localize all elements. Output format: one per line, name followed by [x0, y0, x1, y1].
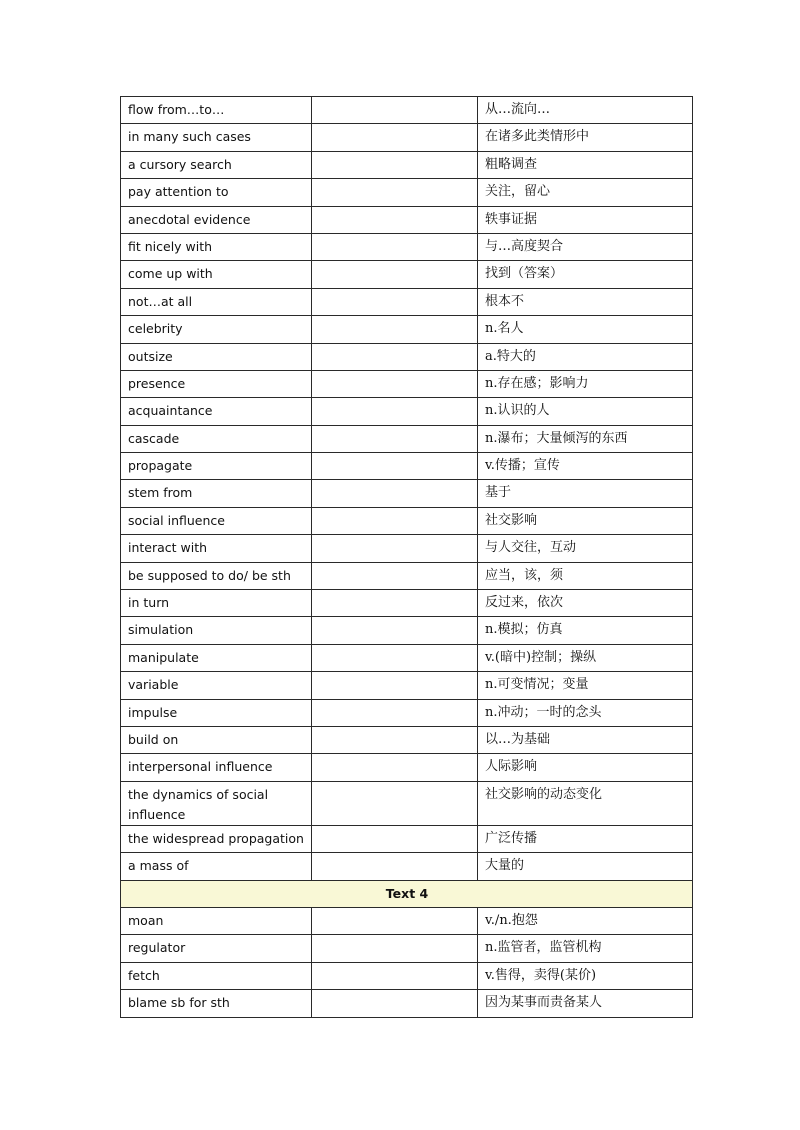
table-row [121, 480, 693, 507]
term-cell: stem from [121, 480, 312, 507]
table-row [121, 398, 693, 425]
blank-cell [312, 97, 478, 124]
table-row [121, 316, 693, 343]
meaning-cell: n.模拟；仿真 [478, 617, 693, 644]
term-cell: be supposed to do/ be sth [121, 562, 312, 589]
table-row [121, 617, 693, 644]
meaning-cell: n.存在感；影响力 [478, 370, 693, 397]
blank-cell [312, 781, 478, 825]
meaning-cell: v.售得，卖得(某价) [478, 962, 693, 989]
blank-cell [312, 124, 478, 151]
meaning-cell: n.名人 [478, 316, 693, 343]
table-row [121, 425, 693, 452]
term-cell: the dynamics of social influence [121, 781, 312, 825]
meaning-cell: 人际影响 [478, 754, 693, 781]
blank-cell [312, 562, 478, 589]
blank-cell [312, 179, 478, 206]
meaning-cell: 以…为基础 [478, 726, 693, 753]
meaning-cell: 与人交往，互动 [478, 535, 693, 562]
table-row [121, 853, 693, 880]
section-header: Text 4 [121, 880, 693, 907]
term-cell: simulation [121, 617, 312, 644]
term-cell: a cursory search [121, 151, 312, 178]
meaning-cell: 与…高度契合 [478, 233, 693, 260]
table-row [121, 754, 693, 781]
vocabulary-table [120, 96, 693, 1018]
meaning-cell: 因为某事而责备某人 [478, 990, 693, 1017]
term-cell: propagate [121, 453, 312, 480]
term-cell: interpersonal influence [121, 754, 312, 781]
blank-cell [312, 370, 478, 397]
table-row [121, 644, 693, 671]
table-row [121, 507, 693, 534]
blank-cell [312, 672, 478, 699]
meaning-cell: n.冲动；一时的念头 [478, 699, 693, 726]
term-cell: blame sb for sth [121, 990, 312, 1017]
blank-cell [312, 699, 478, 726]
table-row [121, 343, 693, 370]
term-cell: manipulate [121, 644, 312, 671]
meaning-cell: v./n.抱怨 [478, 907, 693, 934]
meaning-cell: 反过来，依次 [478, 590, 693, 617]
blank-cell [312, 825, 478, 852]
term-cell: acquaintance [121, 398, 312, 425]
term-cell: not…at all [121, 288, 312, 315]
meaning-cell: 广泛传播 [478, 825, 693, 852]
meaning-cell: 找到（答案） [478, 261, 693, 288]
table-row [121, 962, 693, 989]
meaning-cell: 在诸多此类情形中 [478, 124, 693, 151]
blank-cell [312, 962, 478, 989]
term-cell: celebrity [121, 316, 312, 343]
term-cell: fit nicely with [121, 233, 312, 260]
blank-cell [312, 726, 478, 753]
blank-cell [312, 644, 478, 671]
table-row [121, 151, 693, 178]
meaning-cell: n.可变情况；变量 [478, 672, 693, 699]
table-row [121, 699, 693, 726]
table-row [121, 233, 693, 260]
term-cell: social influence [121, 507, 312, 534]
term-cell: anecdotal evidence [121, 206, 312, 233]
term-cell: build on [121, 726, 312, 753]
meaning-cell: 轶事证据 [478, 206, 693, 233]
blank-cell [312, 425, 478, 452]
section-header-row [121, 880, 693, 907]
table-row [121, 288, 693, 315]
term-cell: come up with [121, 261, 312, 288]
term-cell: flow from…to… [121, 97, 312, 124]
blank-cell [312, 754, 478, 781]
term-cell: in turn [121, 590, 312, 617]
table-row [121, 935, 693, 962]
meaning-cell: v.(暗中)控制；操纵 [478, 644, 693, 671]
meaning-cell: 粗略调查 [478, 151, 693, 178]
term-cell: outsize [121, 343, 312, 370]
term-cell: impulse [121, 699, 312, 726]
table-row [121, 370, 693, 397]
table-row [121, 825, 693, 852]
blank-cell [312, 453, 478, 480]
table-row [121, 124, 693, 151]
term-cell: regulator [121, 935, 312, 962]
term-cell: variable [121, 672, 312, 699]
blank-cell [312, 507, 478, 534]
term-cell: cascade [121, 425, 312, 452]
meaning-cell: 大量的 [478, 853, 693, 880]
term-cell: presence [121, 370, 312, 397]
blank-cell [312, 151, 478, 178]
table-row [121, 562, 693, 589]
table-row [121, 535, 693, 562]
term-cell: interact with [121, 535, 312, 562]
meaning-cell: 关注，留心 [478, 179, 693, 206]
meaning-cell: 社交影响的动态变化 [478, 781, 693, 825]
blank-cell [312, 343, 478, 370]
blank-cell [312, 316, 478, 343]
blank-cell [312, 233, 478, 260]
meaning-cell: 基于 [478, 480, 693, 507]
table-row [121, 781, 693, 825]
blank-cell [312, 935, 478, 962]
term-cell: the widespread propagation [121, 825, 312, 852]
table-row [121, 672, 693, 699]
blank-cell [312, 535, 478, 562]
blank-cell [312, 853, 478, 880]
term-cell: pay attention to [121, 179, 312, 206]
blank-cell [312, 590, 478, 617]
meaning-cell: n.监管者，监管机构 [478, 935, 693, 962]
meaning-cell: n.瀑布；大量倾泻的东西 [478, 425, 693, 452]
meaning-cell: 根本不 [478, 288, 693, 315]
blank-cell [312, 480, 478, 507]
table-row [121, 206, 693, 233]
blank-cell [312, 261, 478, 288]
blank-cell [312, 907, 478, 934]
meaning-cell: n.认识的人 [478, 398, 693, 425]
table-row [121, 590, 693, 617]
table-row [121, 726, 693, 753]
blank-cell [312, 990, 478, 1017]
table-row [121, 261, 693, 288]
table-row [121, 907, 693, 934]
blank-cell [312, 206, 478, 233]
term-cell: fetch [121, 962, 312, 989]
table-row [121, 179, 693, 206]
blank-cell [312, 617, 478, 644]
term-cell: moan [121, 907, 312, 934]
term-cell: a mass of [121, 853, 312, 880]
meaning-cell: 应当，该，须 [478, 562, 693, 589]
meaning-cell: 社交影响 [478, 507, 693, 534]
blank-cell [312, 398, 478, 425]
term-cell: in many such cases [121, 124, 312, 151]
table-row [121, 453, 693, 480]
table-row [121, 97, 693, 124]
meaning-cell: 从…流向… [478, 97, 693, 124]
blank-cell [312, 288, 478, 315]
meaning-cell: a.特大的 [478, 343, 693, 370]
meaning-cell: v.传播；宣传 [478, 453, 693, 480]
table-row [121, 990, 693, 1017]
